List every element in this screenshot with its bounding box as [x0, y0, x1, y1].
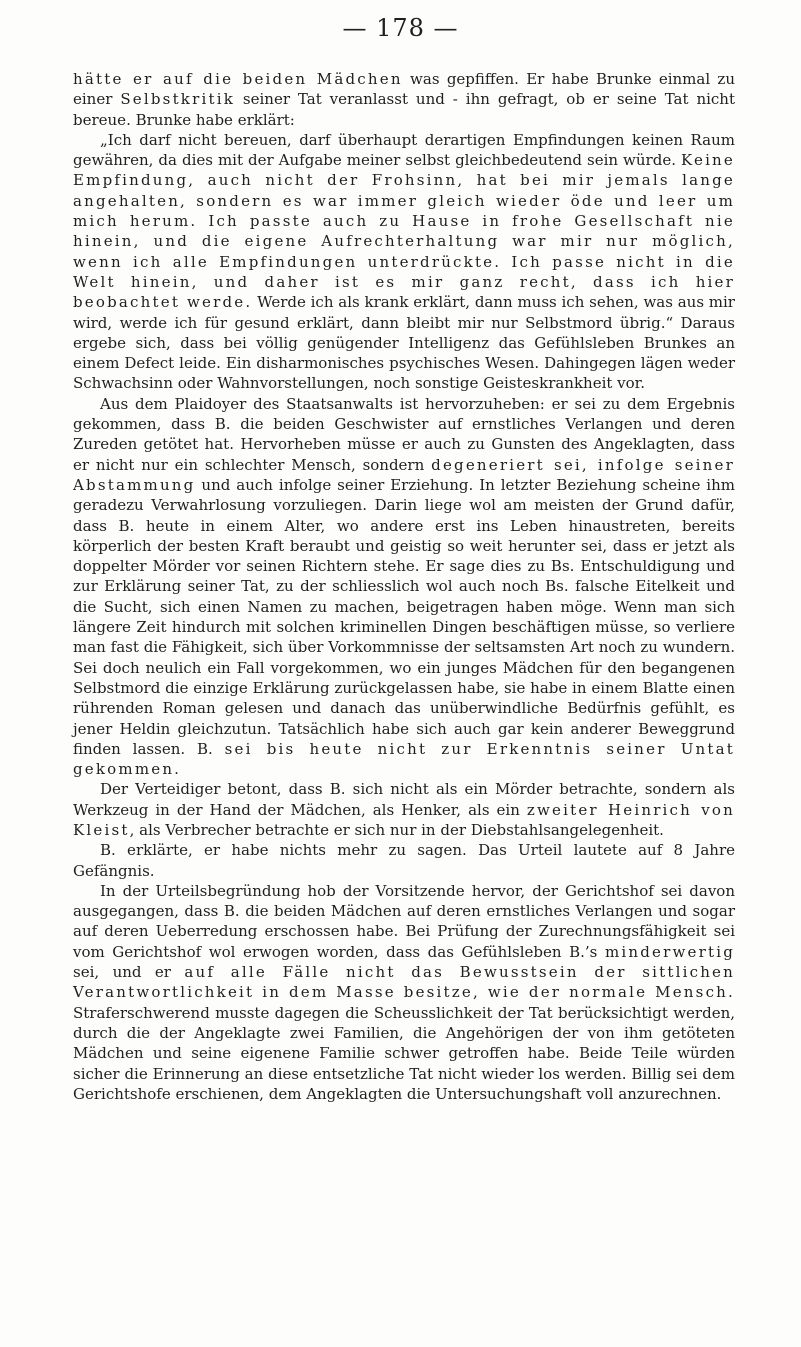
text-run: B. erklärte, er habe nichts mehr zu sagen. Das Urteil lautete auf 8 Jahre Gefängnis. [73, 841, 735, 880]
spaced-emphasis-text: auf alle Fälle nicht das Bewusstsein der sittlichen Verantwortlichkeit in dem Masse besitze, wie der normale Mensch. [73, 963, 735, 1002]
paragraph [73, 130, 735, 394]
text-run: Der Verteidiger betont, dass B. sich nicht als ein Mörder betrachte, sondern als Werkzeug in der Hand der Mädchen, als Henker, als ein [73, 780, 735, 819]
text-run: seiner Tat veranlasst und - ihn gefragt, ob er seine Tat nicht bereue. Brunke habe erklärt: [73, 90, 736, 129]
paragraph [73, 394, 735, 780]
body-text [73, 69, 735, 1104]
paragraph [73, 779, 735, 840]
page-number: — 178 — [342, 14, 459, 42]
spaced-emphasis-text: degeneriert sei, infolge seiner Abstammung [73, 455, 735, 494]
text-run: Aus dem Plaidoyer des Staatsanwalts ist hervorzuheben: er sei zu dem Ergebnis gekommen, dass B. die beiden Geschwister auf ernstliches Verlangen und deren Zureden getötet hat. Hervorheben müsse er auch zu Gunsten des Angeklagten, dass er nicht nur ein schlechter Mensch, sondern [73, 394, 735, 474]
paragraph [73, 840, 735, 881]
text-run: , als Verbrecher betrachte er sich nur in der Diebstahlsangelegenheit. [129, 820, 664, 839]
spaced-emphasis-text: zweiter Heinrich von Kleist [73, 800, 735, 839]
paragraph [73, 881, 735, 1104]
spaced-emphasis-text: minderwertig [604, 942, 735, 961]
spaced-emphasis-text: sei bis heute nicht zur Erkenntnis seiner Untat gekommen. [73, 739, 735, 779]
spaced-emphasis-text: hätte er auf die beiden Mädchen [73, 70, 403, 88]
text-run: sei, und er [73, 963, 185, 982]
paragraph [73, 69, 735, 130]
text-run: was gepfiffen. Er habe Brunke einmal zu einer [73, 70, 735, 109]
spaced-emphasis-text: Selbstkritik [120, 90, 235, 109]
text-run: Straferschwerend musste dagegen die Scheusslichkeit der Tat berücksichtigt werden, durch die der Angeklagte zwei Familien, die Angehörigen der von ihm getöteten Mädchen und seine eigenene Familie schwer getroffen habe. Beide Teile würden sicher die Erinnerung an diese entsetzliche Tat nicht wieder los werden. Billig sei dem Gerichtshofe erschienen, dem Angeklagten die Untersuchungshaft voll anzurechnen. [73, 1003, 735, 1103]
text-run: und auch infolge seiner Erziehung. In letzter Beziehung scheine ihm geradezu Verwahrlosung vorzuliegen. Darin liege wol am meisten der Grund dafür, dass B. heute in einem Alter, wo andere erst ins Leben hinaustreten, bereits körperlich der besten Kraft beraubt und geistig so weit herunter sei, dass er jetzt als doppelter Mörder vor seinen Richtern stehe. Er sage dies zu Bs. Entschuldigung und zur Erklärung seiner Tat, zu der schliesslich wol auch noch Bs. falsche Eitelkeit und die Sucht, sich einen Namen zu machen, beigetragen haben möge. Wenn man sich längere Zeit hindurch mit solchen kriminellen Dingen beschäftigen müsse, so verliere man fast die Fähigkeit, sich über Vorkommnisse der seltsamsten Art noch zu wundern. Sei doch neulich ein Fall vorgekommen, wo ein junges Mädchen für den begangenen Selbstmord die einzige Erklärung zurückgelassen habe, sie habe in einem Blatte einen rührenden Roman gelesen und danach das unüberwindliche Bedürfnis gefühlt, es jener Heldin gleichzutun. Tatsächlich habe sich auch gar kein anderer Beweggrund finden lassen. B. [73, 475, 735, 758]
text-run: Werde ich als krank erklärt, dann muss ich sehen, was aus mir wird, werde ich für gesund erklärt, dann bleibt mir nur Selbstmord übrig.“ Daraus ergebe sich, dass bei völlig genügender Intelligenz das Gefühlsleben Brunkes an einem Defect leide. Ein disharmonisches psychisches Wesen. Dahingegen lägen weder Schwachsinn oder Wahnvorstellungen, noch sonstige Geisteskrankheit vor. [73, 293, 735, 393]
spaced-emphasis-text: Keine Empfindung, auch nicht der Frohsinn, hat bei mir jemals lange angehalten, sondern es war immer gleich wieder öde und leer um mich herum. Ich passte auch zu Hause in frohe Gesellschaft nie hinein, und die eigene Aufrechterhaltung war mir nur möglich, wenn ich alle Empfindungen unterdrückte. Ich passe nicht in die Welt hinein, und daher ist es mir ganz recht, dass ich hier beobachtet werde. [73, 151, 735, 312]
text-run: „Ich darf nicht bereuen, darf überhaupt derartigen Empfindungen keinen Raum gewähren, da dies mit der Aufgabe meiner selbst gleichbedeutend sein würde. [73, 130, 735, 170]
text-run: In der Urteilsbegründung hob der Vorsitzende hervor, der Gerichtshof sei davon ausgegangen, dass B. die beiden Mädchen auf deren ernstliches Verlangen und sogar auf deren Ueberredung erschossen habe. Bei Prüfung der Zurechnungsfähigkeit sei vom Gerichtshof wol erwogen worden, dass das Gefühlsleben B.’s [73, 881, 735, 961]
